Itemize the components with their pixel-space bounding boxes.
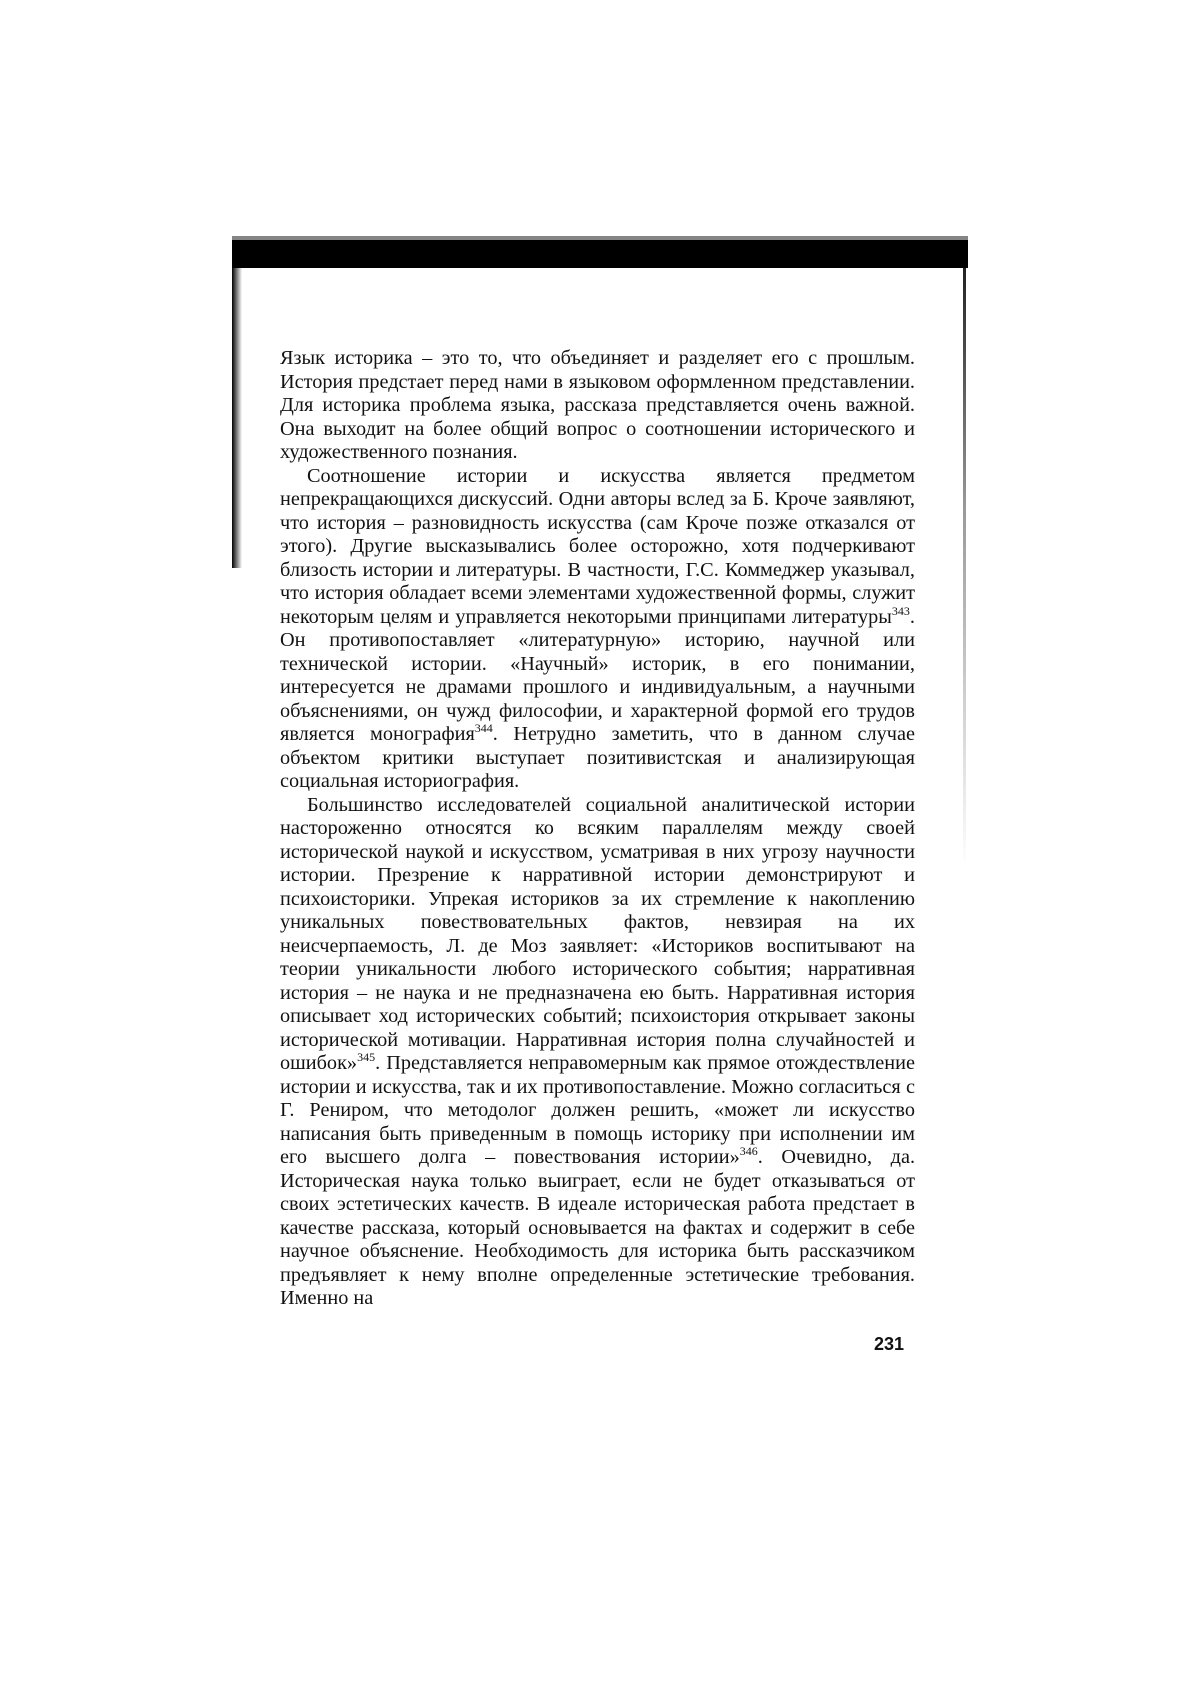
paragraph-text: Соотношение истории и искусства является предметом непрекращающихся дискуссий. Одни авторы вслед за Б. Кроче заявляют, что история – разновидность искусства (сам Кроче позже отказался от этого). Другие высказывались более осторожно, хотя подчеркивают близость истории и литературы. В частности, Г.С. Коммеджер указывал, что история обладает всеми элементами художественной формы, служит некоторым целям и управляется некоторыми принципами литературы bbox=[280, 464, 915, 628]
scan-right-edge bbox=[963, 268, 966, 868]
scan-top-shadow bbox=[232, 240, 968, 268]
paragraph-text: Язык историка – это то, что объединяет и разделяет его с прошлым. История предстает перед нами в языковом оформленном представлении. Для историка проблема языка, рассказа представляется очень важной. Она выходит на более общий вопрос о соотношении исторического и художественного познания. bbox=[280, 347, 915, 463]
footnote-ref: 343 bbox=[891, 603, 910, 618]
body-text bbox=[280, 347, 915, 1311]
page-number: 231 bbox=[874, 1334, 905, 1354]
paragraph-text: . Очевидно, да. Историческая наука только выиграет, если не будет отказываться от своих эстетических качеств. В идеале историческая работа предстает в качестве рассказа, который основывается на фактах и содержит в себе научное объяснение. Необходимость для историка быть рассказчиком предъявляет к нему вполне определенные эстетические требования. Именно на bbox=[280, 1146, 916, 1309]
paragraph bbox=[280, 465, 915, 794]
footnote-ref: 346 bbox=[739, 1144, 758, 1159]
paragraph bbox=[280, 794, 915, 1311]
paragraph-text: . Он противопоставляет «литературную» историю, научной или технической истории. «Научный» историк, в его понимании, интересуется не драмами прошлого и индивидуальным, а научными объяснениями, он чужд философии, и характерной формой его трудов является монография bbox=[280, 605, 915, 745]
paragraph bbox=[280, 347, 915, 465]
paragraph-text: . Представляется неправомерным как прямое отождествление истории и искусства, так и их противопоставление. Можно согласиться с Г. Рениром, что методолог должен решить, «может ли искусство написания быть приведенным в помощь историку при исполнении им его высшего долга – повествования истории» bbox=[280, 1052, 915, 1168]
paragraph-text: Большинство исследователей социальной аналитической истории настороженно относятся ко всяким параллелям между своей исторической наукой и искусством, усматривая в них угрозу научности истории. Презрение к нарративной истории демонстрируют и психоисторики. Упрекая историков за их стремление к накоплению уникальных повествовательных фактов, невзирая на их неисчерпаемость, Л. де Моз заявляет: «Историков воспитывают на теории уникальности любого исторического события; нарративная история – не наука и не предназначена ею быть. Нарративная история описывает ход исторических событий; психоистория открывает законы исторической мотивации. Нарративная история полна случайностей и ошибок» bbox=[280, 793, 915, 1074]
footnote-ref: 344 bbox=[474, 721, 493, 736]
scan-left-shadow bbox=[232, 268, 242, 568]
footnote-ref: 345 bbox=[357, 1050, 376, 1065]
paragraph-text: . Нетрудно заметить, что в данном случае объектом критики выступает позитивистская и анализирующая социальная историография. bbox=[280, 723, 915, 792]
